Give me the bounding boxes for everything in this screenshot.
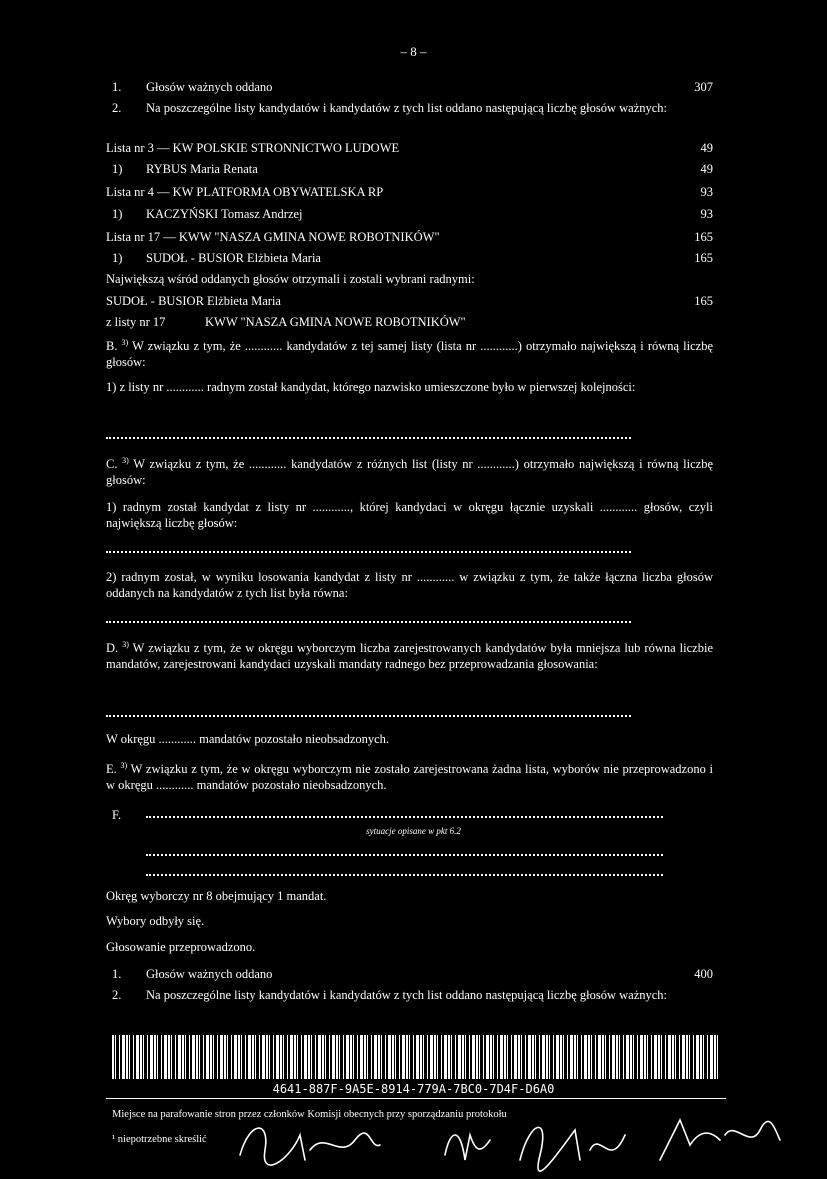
candidate-name: RYBUS Maria Renata <box>146 162 258 176</box>
footnote-ref: 3) <box>121 338 129 347</box>
section-text: W związku z tym, że w okręgu wyborczym liczba zarejestrowanych kandydatów była mniejsza lub równa liczbie mandatów, zarejestrowani kandydaci uzyskali mandaty radnego bez przeprowadzania głosowania: <box>106 641 713 671</box>
winner-list: z listy nr 17 <box>106 315 166 329</box>
row-number: 2. <box>112 988 122 1002</box>
footnote-ref: 3) <box>122 456 129 465</box>
section-mark: E. <box>106 762 117 777</box>
section-c <box>106 456 713 488</box>
list-value: 165 <box>694 230 713 244</box>
voting-line: Głosowanie przeprowadzono. <box>106 940 256 954</box>
row-label: Głosów ważnych oddano <box>146 80 273 94</box>
dotted-line <box>106 621 631 623</box>
section-e <box>106 761 713 793</box>
dotted-line <box>106 437 631 439</box>
section-mark: D. <box>106 641 119 656</box>
section-text: W związku z tym, że w okręgu wyborczym nie zostało zarejestrowana żadna lista, wyborów nie przeprowadzono i w okręgu ............ mandatów pozostało nieobsadzonych. <box>106 762 713 792</box>
signatures <box>230 1100 790 1175</box>
section-f-mark: F. <box>112 808 122 822</box>
row-number: 2. <box>112 101 122 115</box>
section-f-caption: sytuacje opisane w pkt 6.2 <box>366 826 461 836</box>
footnote-ref: 3) <box>120 761 128 770</box>
dotted-line <box>146 854 663 856</box>
section-d-after: W okręgu ............ mandatów pozostało nieobsadzonych. <box>106 732 390 746</box>
row-number: 1. <box>112 967 122 981</box>
section-b <box>106 338 713 370</box>
candidate-value: 93 <box>700 207 713 221</box>
footnote-ref: 3) <box>122 640 129 649</box>
section-text: W związku z tym, że ............ kandydatów z różnych list (listy nr ............) otrzymało największą i równą liczbę głosów: <box>106 457 713 487</box>
footer-rule <box>106 1098 726 1099</box>
footnote-strike: ¹ niepotrzebne skreślić <box>112 1134 207 1145</box>
winner-committee: KWW "NASZA GMINA NOWE ROBOTNIKÓW" <box>205 315 466 329</box>
section-d <box>106 640 713 672</box>
section-c-item2: 2) radnym został, w wyniku losowania kandydat z listy nr ............ w związku z tym, że także łączna liczba głosów oddanych na kandydatów z tych list była równa: <box>106 570 713 600</box>
row-number: 1. <box>112 80 122 94</box>
candidate-value: 49 <box>700 162 713 176</box>
candidate-name: KACZYŃSKI Tomasz Andrzej <box>146 207 303 221</box>
section-text: W związku z tym, że ............ kandydatów z tej samej listy (lista nr ............) otrzymało największą i równą liczbę głosów: <box>106 339 714 369</box>
dotted-line <box>106 715 631 717</box>
elections-line: Wybory odbyły się. <box>106 914 205 928</box>
row-label: Głosów ważnych oddano <box>146 967 273 981</box>
section-mark: C. <box>106 457 118 472</box>
list-value: 93 <box>700 185 713 199</box>
candidate-name: SUDOŁ - BUSIOR Elżbieta Maria <box>146 251 321 265</box>
barcode-text: 4641-887F-9A5E-8914-779A-7BC0-7D4F-D6A0 <box>272 1082 555 1096</box>
winner-value: 165 <box>694 294 713 308</box>
dotted-line <box>146 816 663 818</box>
row-value: 307 <box>694 80 713 94</box>
footnote-initials: Miejsce na parafowanie stron przez członków Komisji obecnych przy sporządzaniu protokołu <box>112 1109 507 1120</box>
winner-heading: Największą wśród oddanych głosów otrzymali i zostali wybrani radnymi: <box>106 272 475 286</box>
page-number: – 8 – <box>400 44 427 59</box>
row-label: Na poszczególne listy kandydatów i kandydatów z tych list oddano następującą liczbę głosów ważnych: <box>146 101 668 115</box>
barcode <box>112 1035 718 1079</box>
candidate-number: 1) <box>112 207 123 221</box>
list-value: 49 <box>700 141 713 155</box>
list-label: Lista nr 17 — KWW "NASZA GMINA NOWE ROBOTNIKÓW" <box>106 230 440 244</box>
winner-name: SUDOŁ - BUSIOR Elżbieta Maria <box>106 294 281 308</box>
row-value: 400 <box>694 967 713 981</box>
candidate-value: 165 <box>694 251 713 265</box>
section-b-item1: 1) z listy nr ............ radnym został kandydat, którego nazwisko umieszczone było w pierwszej kolejności: <box>106 380 636 394</box>
candidate-number: 1) <box>112 162 123 176</box>
dotted-line <box>106 551 631 553</box>
list-label: Lista nr 3 — KW POLSKIE STRONNICTWO LUDOWE <box>106 141 400 155</box>
section-c-item1: 1) radnym został kandydat z listy nr ............, której kandydaci w okręgu łącznie uzyskali ............ głosów, czyli największą liczbę głosów: <box>106 500 713 530</box>
section-mark: B. <box>106 339 118 354</box>
row-label: Na poszczególne listy kandydatów i kandydatów z tych list oddano następującą liczbę głosów ważnych: <box>146 988 668 1002</box>
list-label: Lista nr 4 — KW PLATFORMA OBYWATELSKA RP <box>106 185 384 199</box>
dotted-line <box>146 874 663 876</box>
district-line: Okręg wyborczy nr 8 obejmujący 1 mandat. <box>106 889 327 903</box>
candidate-number: 1) <box>112 251 123 265</box>
